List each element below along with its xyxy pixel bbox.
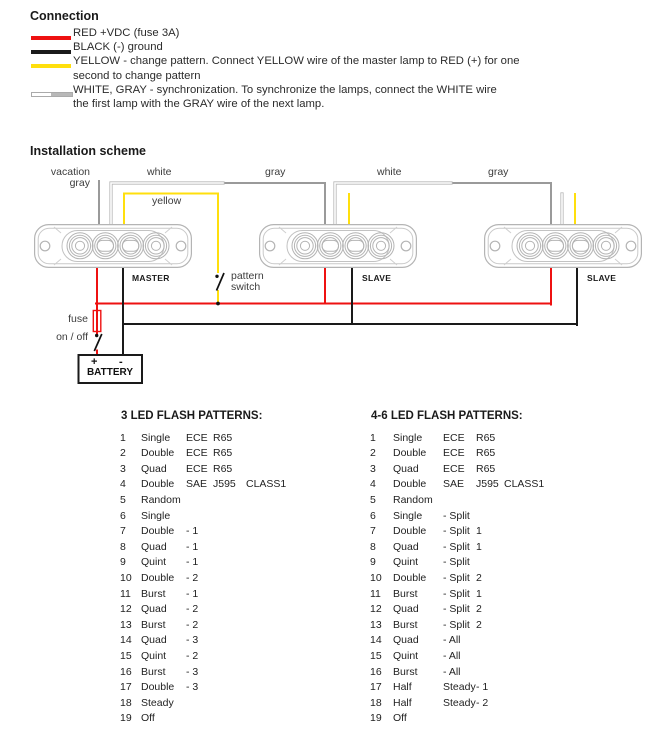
pattern-cell: 9 — [120, 556, 126, 569]
pattern-cell: Burst — [393, 587, 418, 600]
pattern-cell: Quint — [393, 649, 419, 662]
pattern-cell: Single — [141, 431, 171, 444]
pattern-cell: Quint — [393, 556, 419, 569]
pattern-cell: - All — [443, 649, 461, 662]
legend-yellow-text: YELLOW - change pattern. Connect YELLOW wire of the master lamp to RED (+) for one second to change pattern — [73, 55, 520, 82]
pattern-cell: - 1 — [186, 587, 199, 600]
pattern-cell: Double — [141, 447, 175, 460]
legend-black-text: BLACK (-) ground — [73, 41, 163, 54]
pattern-cell: - 2 — [476, 696, 489, 709]
pattern-cell: Single — [393, 509, 423, 522]
pattern-cell: R65 — [213, 447, 233, 460]
pattern-cell: 13 — [370, 618, 382, 631]
pattern-cell: Double — [141, 681, 175, 694]
pattern-cell: SAE — [443, 478, 465, 491]
pattern-cell: CLASS1 — [246, 478, 287, 491]
pattern-cell: 2 — [476, 603, 482, 616]
pattern-cell: 1 — [120, 431, 126, 444]
pattern-cell: 5 — [120, 493, 126, 506]
gray-wire-1 — [222, 183, 325, 230]
pattern-cell: Double — [141, 571, 175, 584]
pattern-cell: R65 — [476, 447, 496, 460]
legend-white-gray-text: WHITE, GRAY - synchronization. To synchronize the lamps, connect the WHITE wire the first lamp with the GRAY wire of the next lamp. — [73, 83, 497, 110]
slave-label-2: SLAVE — [587, 273, 617, 283]
pattern-cell: - Split — [443, 587, 470, 600]
pattern-cell: 3 — [120, 462, 126, 475]
pattern-cell: - 3 — [186, 665, 199, 678]
pattern-cell: 19 — [120, 712, 132, 725]
pattern-cell: R65 — [213, 431, 233, 444]
pattern-cell: Quint — [141, 556, 167, 569]
pattern-cell: Quad — [141, 540, 167, 553]
pattern-cell: 19 — [370, 712, 382, 725]
pattern-cell: 4 — [120, 478, 126, 491]
on-off-label: on / off — [56, 331, 88, 343]
pattern-cell: - Split — [443, 525, 470, 538]
pattern-cell: Single — [141, 509, 171, 522]
pattern-cell: SAE — [186, 478, 208, 491]
pattern-cell: Quad — [393, 462, 419, 475]
black-wire-swatch — [31, 50, 71, 54]
pattern-cell: Quad — [393, 634, 419, 647]
scheme-title: Installation scheme — [30, 144, 147, 158]
pattern-cell: - 2 — [186, 603, 199, 616]
gray-label-1: gray — [265, 166, 286, 178]
pattern-cell: - Split — [443, 618, 470, 631]
pattern-cell: 14 — [120, 634, 132, 647]
pattern-cell: Double — [393, 525, 427, 538]
pattern-cell: - All — [443, 665, 461, 678]
pattern-cell: 11 — [120, 587, 131, 600]
yellow-label: yellow — [152, 195, 182, 207]
pattern-switch-label: pattern switch — [231, 270, 264, 294]
pattern-cell: Quad — [141, 462, 167, 475]
pattern-cell: Double — [141, 478, 175, 491]
gray-label-2: gray — [488, 166, 509, 178]
pattern-cell: Off — [393, 712, 407, 725]
pattern-cell: 10 — [370, 571, 382, 584]
pattern-cell: Double — [141, 525, 175, 538]
pattern-cell: 8 — [370, 540, 376, 553]
pattern-cell: Quad — [393, 603, 419, 616]
pattern-cell: Quad — [141, 634, 167, 647]
master-lamp — [35, 225, 192, 268]
pattern-cell: 1 — [476, 587, 482, 600]
pattern-cell: Half — [393, 681, 412, 694]
pattern-cell: 16 — [370, 665, 382, 678]
red-wire-swatch — [31, 36, 71, 40]
pattern-cell: - 1 — [186, 525, 199, 538]
pattern-cell: ECE — [186, 462, 208, 475]
pattern-cell: Double — [393, 478, 427, 491]
pattern-cell: ECE — [443, 431, 465, 444]
pattern-cell: 2 — [476, 571, 482, 584]
pattern-cell: Quad — [141, 603, 167, 616]
white-gray-wire-swatch — [31, 92, 73, 97]
pattern-cell: Off — [141, 712, 155, 725]
pattern-cell: Steady — [141, 696, 174, 709]
pattern-cell: - Split — [443, 540, 470, 553]
gray-wire-2 — [450, 183, 551, 230]
pattern-cell: R65 — [213, 462, 233, 475]
pattern-cell: 3 — [370, 462, 376, 475]
pattern-cell: - Split — [443, 571, 470, 584]
pattern-cell: Half — [393, 696, 412, 709]
pattern-cell: 7 — [370, 525, 376, 538]
pattern-cell: 1 — [476, 540, 482, 553]
pattern-cell: 7 — [120, 525, 126, 538]
pattern-cell: 8 — [120, 540, 126, 553]
pattern-cell: Double — [393, 571, 427, 584]
battery-minus-label: - — [119, 356, 123, 368]
pattern-cell: ECE — [186, 431, 208, 444]
connection-title: Connection — [30, 9, 99, 23]
pattern-cell: - 2 — [186, 649, 199, 662]
pattern-cell: 12 — [370, 603, 382, 616]
black-wires — [123, 260, 577, 356]
legend-red-text: RED +VDC (fuse 3A) — [73, 27, 180, 39]
white-wire-2 — [335, 183, 451, 230]
patterns-3led-title: 3 LED FLASH PATTERNS: — [121, 410, 263, 422]
pattern-cell: ECE — [443, 462, 465, 475]
pattern-cell: Steady — [443, 696, 476, 709]
vacation-gray-label: vacation gray — [50, 166, 90, 190]
switch-symbols — [94, 273, 224, 351]
pattern-cell: 14 — [370, 634, 382, 647]
pattern-cell: 15 — [370, 649, 382, 662]
pattern-cell: Double — [393, 447, 427, 460]
pattern-cell: Single — [393, 431, 423, 444]
battery-label: BATTERY — [86, 367, 134, 378]
pattern-cell: - 2 — [186, 618, 199, 631]
pattern-cell: - 3 — [186, 681, 199, 694]
pattern-cell: Burst — [141, 665, 166, 678]
pattern-cell: - Split — [443, 603, 470, 616]
slave-label-1: SLAVE — [362, 273, 392, 283]
pattern-cell: 17 — [120, 681, 132, 694]
pattern-cell: 2 — [370, 447, 376, 460]
pattern-cell: - 1 — [186, 540, 199, 553]
pattern-cell: ECE — [186, 447, 208, 460]
pattern-cell: Burst — [141, 618, 166, 631]
pattern-cell: - 1 — [186, 556, 199, 569]
pattern-cell: 2 — [120, 447, 126, 460]
master-label: MASTER — [132, 273, 170, 283]
pattern-cell: CLASS1 — [504, 478, 545, 491]
pattern-cell: 6 — [370, 509, 376, 522]
pattern-cell: 5 — [370, 493, 376, 506]
pattern-cell: 16 — [120, 665, 132, 678]
pattern-cell: 2 — [476, 618, 482, 631]
pattern-cell: - 3 — [186, 634, 199, 647]
battery-plus-label: + — [91, 356, 98, 368]
yellow-wire-swatch — [31, 64, 71, 68]
pattern-cell: J595 — [476, 478, 499, 491]
pattern-cell: ECE — [443, 447, 465, 460]
pattern-cell: R65 — [476, 431, 496, 444]
junction-dots — [95, 275, 220, 338]
pattern-cell: Steady — [443, 681, 476, 694]
pattern-cell: Burst — [393, 665, 418, 678]
slave-lamp-1 — [260, 225, 417, 268]
pattern-cell: 4 — [370, 478, 376, 491]
pattern-cell: Random — [393, 493, 433, 506]
pattern-cell: 1 — [370, 431, 376, 444]
pattern-cell: - Split — [443, 556, 470, 569]
pattern-cell: 17 — [370, 681, 382, 694]
white-label-1: white — [147, 166, 172, 178]
pattern-cell: - 2 — [186, 571, 199, 584]
pattern-cell: - Split — [443, 509, 470, 522]
patterns-46led-title: 4-6 LED FLASH PATTERNS: — [371, 410, 523, 422]
pattern-cell: - 1 — [476, 681, 489, 694]
pattern-cell: Burst — [393, 618, 418, 631]
pattern-cell: 6 — [120, 509, 126, 522]
white-label-2: white — [377, 166, 402, 178]
pattern-cell: Random — [141, 493, 181, 506]
pattern-cell: 10 — [120, 571, 132, 584]
pattern-cell: 9 — [370, 556, 376, 569]
pattern-cell: 18 — [370, 696, 382, 709]
pattern-cell: 12 — [120, 603, 132, 616]
pattern-cell: - All — [443, 634, 461, 647]
pattern-cell: 1 — [476, 525, 482, 538]
pattern-cell: 18 — [120, 696, 132, 709]
pattern-cell: 15 — [120, 649, 132, 662]
pattern-cell: J595 — [213, 478, 236, 491]
pattern-cell: 11 — [370, 587, 381, 600]
pattern-cell: 13 — [120, 618, 132, 631]
pattern-cell: Quad — [393, 540, 419, 553]
pattern-cell: Quint — [141, 649, 167, 662]
slave-lamp-2 — [485, 225, 642, 268]
pattern-cell: R65 — [476, 462, 496, 475]
pattern-cell: Burst — [141, 587, 166, 600]
fuse-label: fuse — [68, 313, 88, 325]
